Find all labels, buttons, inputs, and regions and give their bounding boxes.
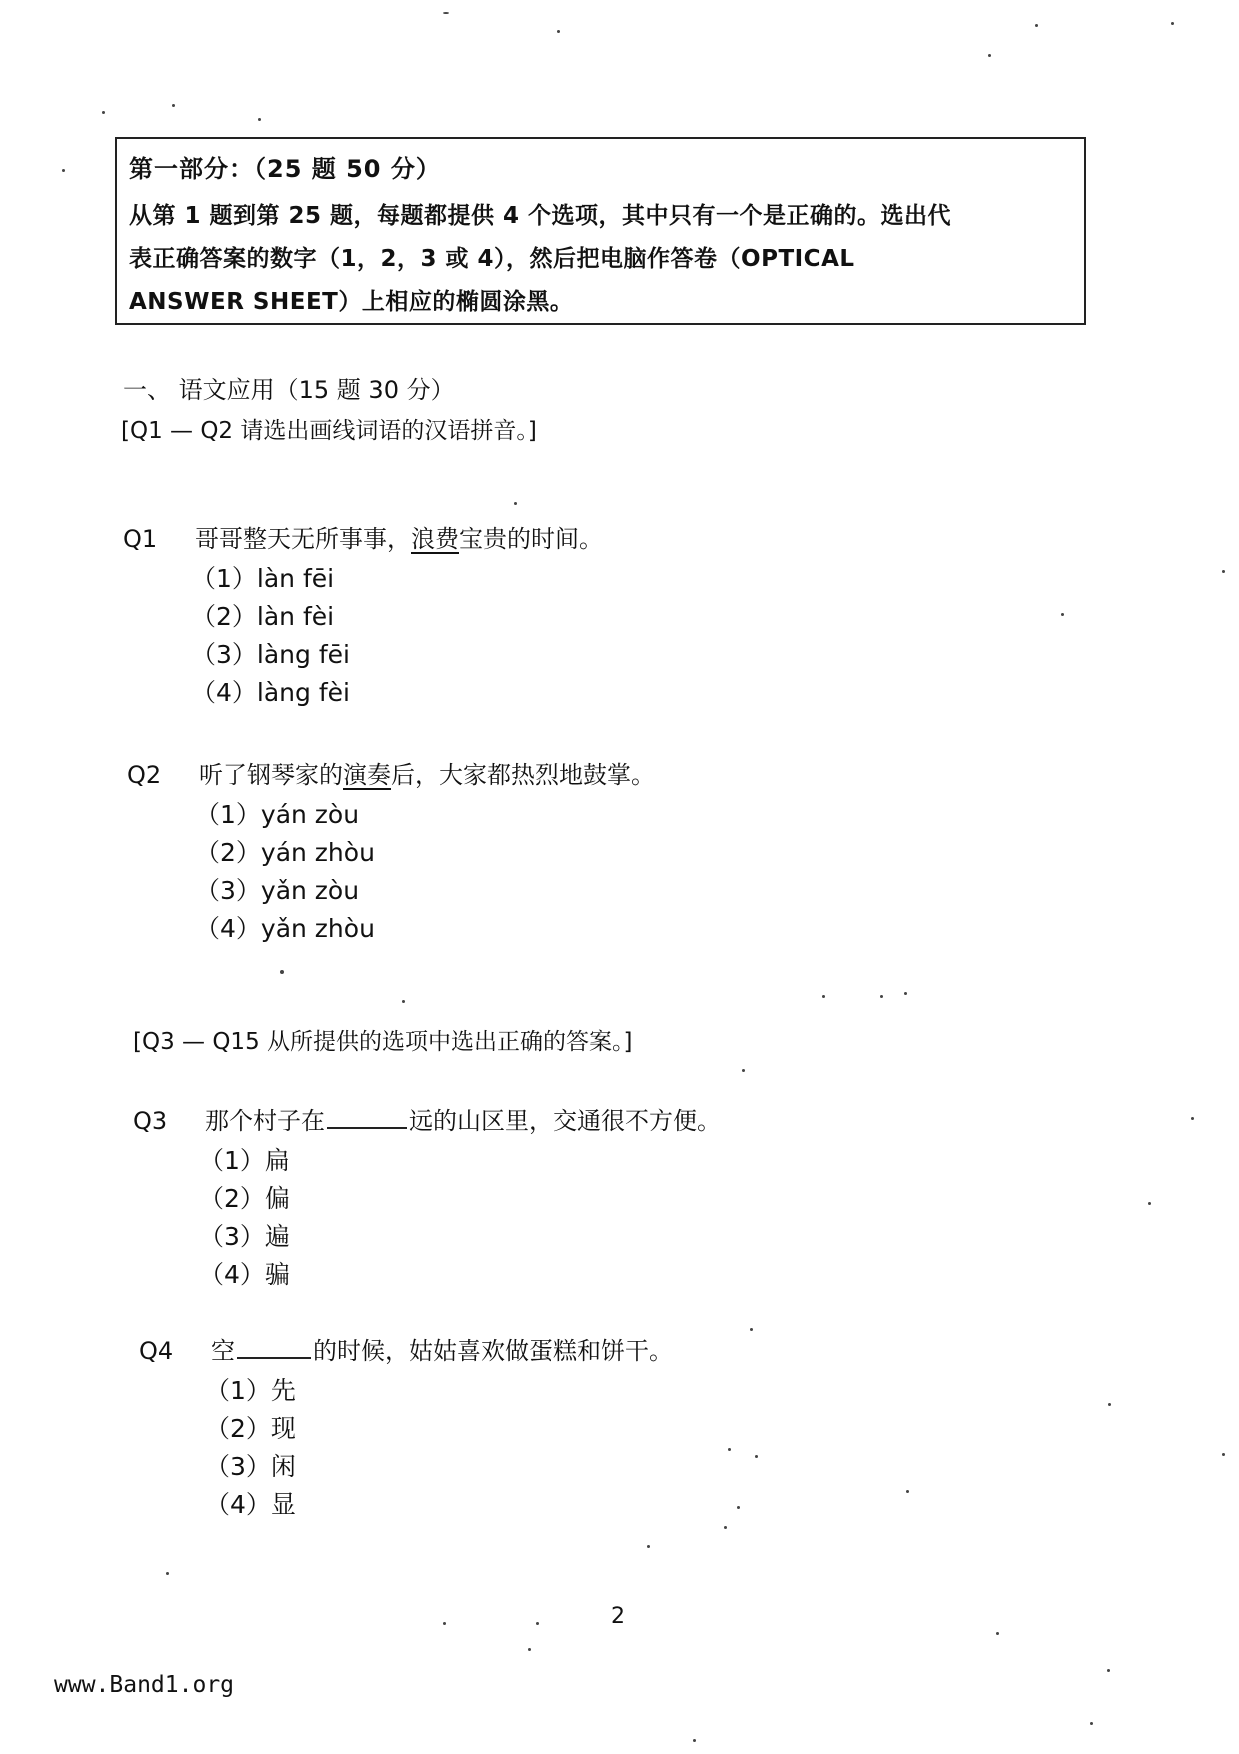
- question-1: [123, 521, 603, 712]
- q3-q15-instruction-note: [Q3 — Q15 从所提供的选项中选出正确的答案。]: [133, 1029, 633, 1055]
- option-1: （1）làn fēi: [191, 564, 335, 593]
- question-3: [133, 1103, 721, 1294]
- question-number: Q1: [123, 525, 158, 553]
- question-number: Q3: [133, 1107, 168, 1135]
- page-number: 2: [611, 1604, 625, 1629]
- question-stem: 哥哥整天无所事事，浪费宝贵的时间。: [195, 525, 603, 553]
- underlined-word: 演奏: [343, 761, 391, 789]
- instructions-title: 第一部分：（25 题 50 分）: [129, 155, 441, 183]
- instructions-line-2: 表正确答案的数字（1，2，3 或 4），然后把电脑作答卷（OPTICAL: [129, 246, 855, 272]
- option-2: （2）yán zhòu: [195, 838, 375, 867]
- option-4: （4）yǎn zhòu: [195, 914, 375, 943]
- option-1: （1）扁: [199, 1146, 290, 1175]
- answer-blank: [237, 1335, 311, 1359]
- answer-blank: [327, 1105, 407, 1129]
- option-4: （4）làng fèi: [191, 678, 350, 707]
- option-2: （2）现: [205, 1414, 296, 1443]
- instructions-line-3: ANSWER SHEET）上相应的椭圆涂黑。: [129, 289, 574, 315]
- question-2: [127, 757, 655, 948]
- underlined-word: 浪费: [411, 525, 459, 553]
- section-title: 一、 语文应用（15 题 30 分）: [123, 376, 455, 404]
- option-3: （3）遍: [199, 1222, 290, 1251]
- question-stem: 那个村子在 远的山区里，交通很不方便。: [205, 1107, 721, 1135]
- option-3: （3）yǎn zòu: [195, 876, 360, 905]
- question-4: [139, 1333, 673, 1524]
- option-1: （1）先: [205, 1376, 296, 1405]
- question-number: Q4: [139, 1337, 174, 1365]
- instructions-box: [115, 137, 1086, 325]
- option-1: （1）yán zòu: [195, 800, 360, 829]
- instructions-line-1: 从第 1 题到第 25 题，每题都提供 4 个选项，其中只有一个是正确的。选出代: [129, 203, 952, 229]
- question-number: Q2: [127, 761, 162, 789]
- option-2: （2）偏: [199, 1184, 290, 1213]
- option-3: （3）làng fēi: [191, 640, 350, 669]
- website-footer: www.Band1.org: [54, 1672, 235, 1698]
- option-4: （4）显: [205, 1490, 296, 1519]
- q1-q2-instruction-note: [Q1 — Q2 请选出画线词语的汉语拼音。]: [121, 418, 537, 444]
- question-stem: 空 的时候，姑姑喜欢做蛋糕和饼干。: [211, 1337, 673, 1365]
- option-4: （4）骗: [199, 1260, 290, 1289]
- option-3: （3）闲: [205, 1452, 296, 1481]
- option-2: （2）làn fèi: [191, 602, 335, 631]
- question-stem: 听了钢琴家的演奏后，大家都热烈地鼓掌。: [199, 761, 655, 789]
